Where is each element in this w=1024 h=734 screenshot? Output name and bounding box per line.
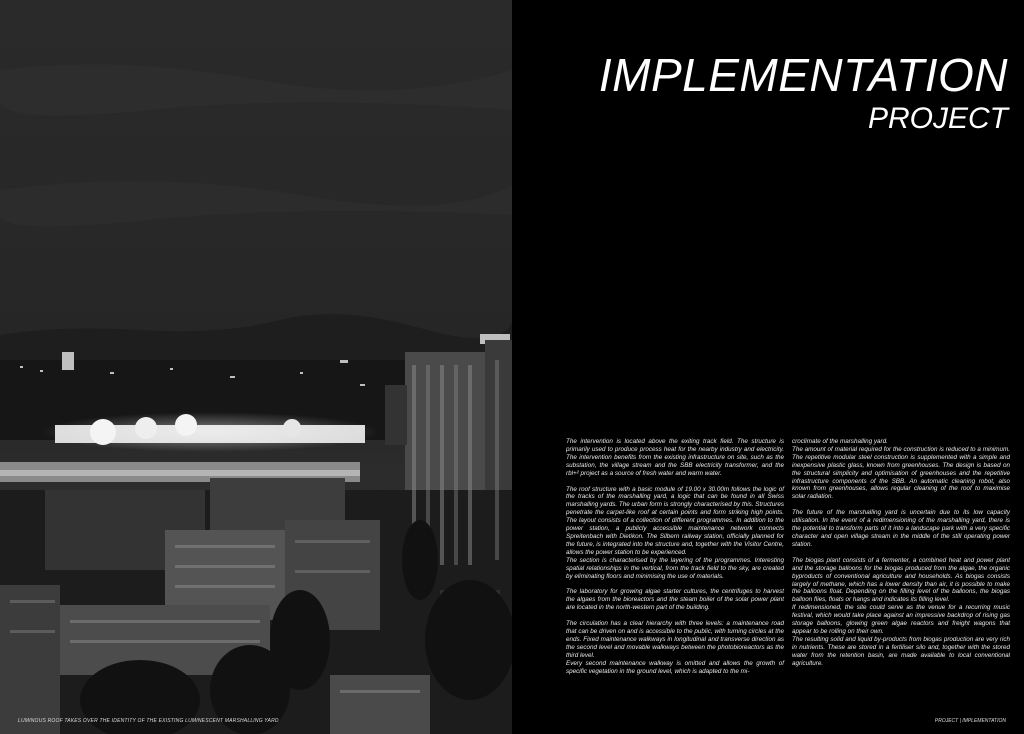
paragraph: The laboratory for growing algae starter cultures, the centrifuges to harvest the algaes from the bioreactors and the steam boiler of the solar power plant are located in the north-western part of the building. [566, 588, 784, 612]
page-title: IMPLEMENTATION [598, 49, 1008, 101]
page-footer: PROJECT | IMPLEMENTATION [934, 718, 1006, 724]
paragraph: croclimate of the marshalling yard. The amount of material required for the construction is reduced to a minimum. The repetitive modular steel construction is supplemented with a simple and inexpensive plastic glass, known from greenhouses. The design is based on the structural simplicity and optimisation of greenhouses and the repetitive infrastructure components of the SBB. An automatic cleaning robot, also known from greenhouses, allows regular cleaning of the roof to maximise solar radiation. [792, 438, 1010, 501]
text-column-1 [566, 438, 784, 683]
page-subtitle: PROJECT [867, 102, 1008, 135]
balloon-dome [90, 419, 116, 445]
text-page [512, 0, 1024, 734]
photo-caption: LUMINOUS ROOF TAKES OVER THE IDENTITY OF THE EXISTING LUMINESCENT MARSHALLING YARD [18, 718, 279, 724]
paragraph: The intervention is located above the exiting track field. The structure is primarily used to produce process heat for the nearby industry and electricity. The intervention benefits from the existing infrastructure on site, such as the substation, the village stream and the SBB electricity transformer, and the rbl+² project as a source of fresh water and warm water. [566, 438, 784, 477]
paragraph: The circulation has a clear hierarchy with three levels: a maintenance road that can be driven on and is accessible to the public, with turning circles at the ends. Fixed maintenance walkways in longitudinal and transverse direction as the second level and movable walkways between the photobioreactors as the third level. Every second maintenance walkway is omitted and allows the growth of specific vegetation in the ground level, which is adapted to the mi- [566, 620, 784, 675]
balloon-dome [283, 419, 301, 437]
paragraph: The future of the marshalling yard is uncertain due to its low capacity utilisation. In the event of a redimensioning of the marshalling yard, there is the potential to transform parts of it into a landscape park with a very specific character and open village stream in the middle of the still operating power station. [792, 509, 1010, 548]
paragraph: The biogas plant consists of a fermenter, a combined heat and power plant and the storage balloons for the biogas produced from the algae, the organic byproducts of conventional agriculture and households. As biogas consists largely of methane, which has a lower density than air, it is possible to make the balloons float. Depending on the filling level of the balloons, the biogas balloon flies, floats or hangs and indicates its filling level. If redimensioned, the site could serve as the venue for a recurring music festival, which would take place against an impressive backdrop of rising gas storage balloons, glowing green algae reactors and freight wagons that appear to be rolling on their own. The resulting solid and liquid by-products from biogas production are very rich in nutrients. These are stored in a fertiliser silo and, together with the stored water from the retention basin, are made available to local conventional agriculture. [792, 556, 1010, 667]
balloon-dome [175, 414, 197, 436]
paragraph: The roof structure with a basic module of 19.00 x 30.00m follows the logic of the tracks of the marshalling yard, a logic that can be found in all Swiss marshalling yards. The urban form is strongly characterised by this. Structures penetrate the carpet-like roof at certain points and form striking high points. The layout consists of a collection of different programmes. In addition to the power station, a publicly accessible maintenance network connects Spreitenbach with Dietikon. The Silbern railway station, officially planned for the future, is integrated into the structure and, together with the Visitor Centre, allows the power station to be experienced. The section is characterised by the layering of the programmes. Interesting spatial relationships in the vertical, from the track field to the sky, are created by eliminating floors and minimising the use of materials. [566, 485, 784, 580]
balloon-dome [135, 417, 157, 439]
text-column-2 [792, 438, 1010, 675]
